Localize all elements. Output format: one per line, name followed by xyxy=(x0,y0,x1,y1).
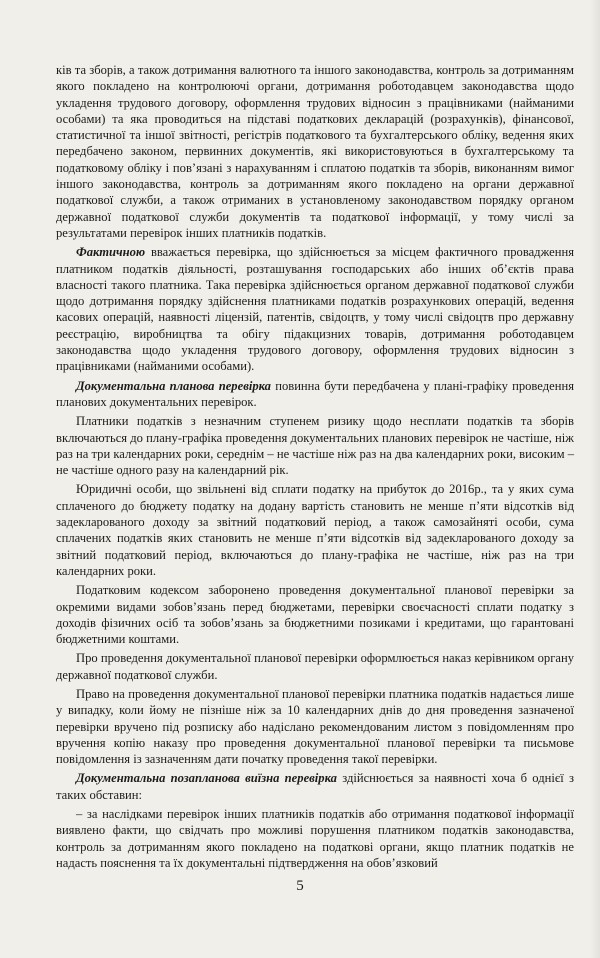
paragraph-text: Про проведення документальної планової перевірки оформлюється наказ керівником органу державної податкової служби. xyxy=(56,651,574,682)
defined-term: Фактичною xyxy=(76,245,146,260)
paragraph-text: Право на проведення документальної планової перевірки платника податків надається лише у випадку, коли йому не пізніше ніж за 10 календарних днів до дня проведення зазначеної перевірки вручено під розписку або надіслано рекомендованим листом з повідомленням про вручення копію наказу про проведення документальної планової перевірки та письмове повідомлення із зазначенням дати початку проведення такої перевірки. xyxy=(56,686,574,767)
paragraph xyxy=(56,770,574,803)
paragraph xyxy=(56,806,574,871)
paragraph-text: ків та зборів, а також дотримання валютного та іншого законодавства, контроль за дотриманням якого покладено на контролюючі органи, дотримання роботодавцем законодавства щодо укладення трудового договору, оформлення трудових відносин з працівниками (найманими особами) та яка проводиться на підставі податкових декларацій (розрахунків), фінансової, статистичної та іншої звітності, регістрів податкового та бухгалтерського обліку, ведення яких передбачено законом, первинних документів, які використовуються в бухгалтерському та податковому обліку і пов’язані з нарахуванням і сплатою податків та зборів, виконанням вимог іншого законодавства, контроль за дотриманням якого покладено на органи державної податкової служби, а також отриманих в установленому законодавством порядку органом державної податкової служби документів та податкової інформації, у тому числі за результатами перевірок інших платників податків. xyxy=(56,63,574,240)
paragraph xyxy=(56,413,574,478)
defined-term: Документальна планова перевірка xyxy=(76,378,271,393)
paragraph xyxy=(56,582,574,647)
paragraph-text: – за наслідками перевірок інших платників податків або отримання податкової інформації виявлено факти, що свідчать про можливі порушення платником податків законодавства, контроль за дотриманням якого покладено на податкові органи, якщо платник податків не надасть пояснення та їх документальні підтвердження на обов’язковий xyxy=(56,807,574,870)
paragraph-text: повинна бути передбачена у плані-графіку проведення планових документальних перевірок. xyxy=(56,378,574,409)
defined-term: Документальна позапланова виїзна перевірка xyxy=(76,771,337,786)
paragraph xyxy=(56,378,574,411)
paragraph xyxy=(56,686,574,767)
paragraph-text: вважається перевірка, що здійснюється за місцем фактичного провадження платником податків діяльності, розташування господарських або інших об’єктів права власності такого платника. Така перевірка здійснюється органом державної податкової служби щодо дотримання порядку здійснення платниками податків розрахункових операцій, ведення касових операцій, наявності ліцензій, патентів, свідоцтв, у тому числі свідоцтв про державну реєстрацію, виробництва та обігу підакцизних товарів, дотримання роботодавцем законодавства щодо укладення трудового договору, оформлення трудових відносин з працівниками (найманими особами). xyxy=(56,245,574,374)
paragraph-text: здійснюється за наявності хоча б однієї з таких обставин: xyxy=(56,771,575,802)
paragraph xyxy=(56,650,574,683)
document-body xyxy=(56,62,574,871)
paragraph xyxy=(56,481,574,579)
page-number: 5 xyxy=(296,878,304,894)
paragraph xyxy=(56,62,574,241)
paragraph-text: Платники податків з незначним ступенем ризику щодо несплати податків та зборів включаються до плану-графіка проведення документальних планових перевірок не частіше, ніж раз на три календарних роки, середнім – не частіше ніж раз на два календарних роки, високим – не частіше одного разу на календарний рік. xyxy=(56,414,574,478)
paragraph-text: Податковим кодексом заборонено проведення документальної планової перевірки за окремими видами зобов’язань перед бюджетами, перевірки своєчасності сплати податку з доходів фізичних осіб та зобов’язань за бюджетними позиками і кредитами, що гарантовані бюджетними коштами. xyxy=(56,583,574,647)
paragraph-text: Юридичні особи, що звільнені від сплати податку на прибуток до 2016р., та у яких сума сплаченого до бюджету податку на додану вартість становить не менше п’яти відсотків від задекларованого доходу за звітний податковий період, а також самозайняті особи, сума сплачених податків яких становить не менше п’яти відсотків від задекларованого доходу за звітний податковий період, включаються до плану-графіка не частіше, ніж раз на три календарних роки. xyxy=(56,482,574,578)
page-edge-shadow xyxy=(590,0,600,958)
paragraph xyxy=(56,244,574,374)
